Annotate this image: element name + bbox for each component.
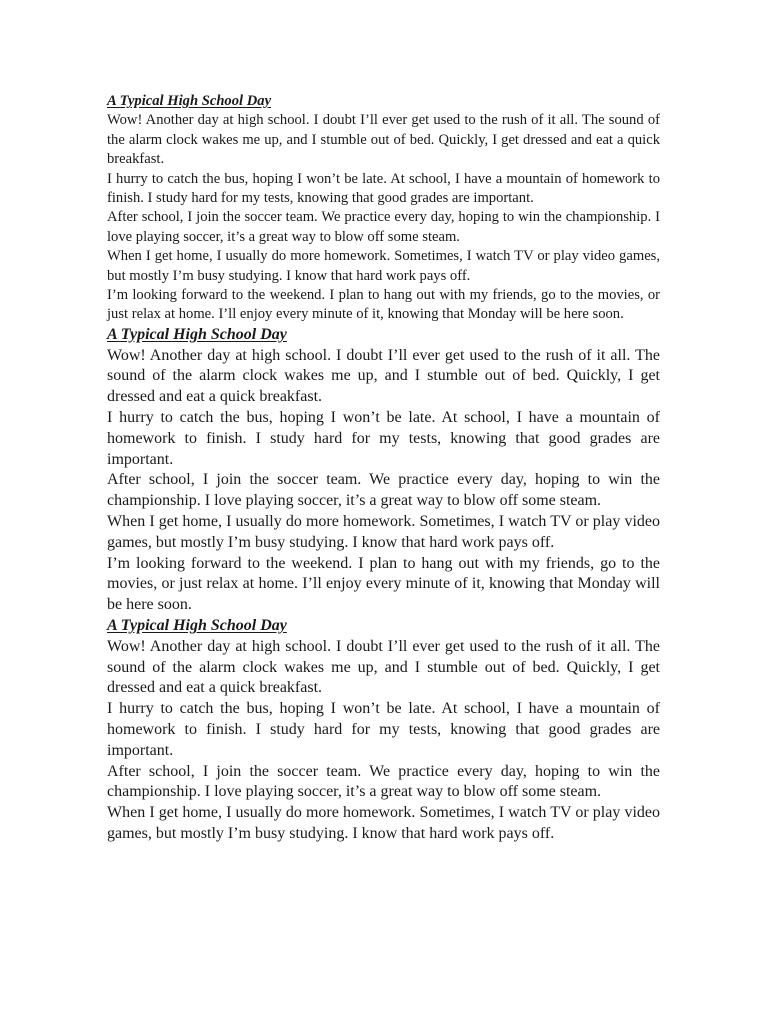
paragraph: Wow! Another day at high school. I doubt I’ll ever get used to the rush of it all. The sound of the alarm clock wakes me up, and I stumble out of bed. Quickly, I get dressed and eat a quick breakfast. — [107, 346, 660, 406]
paragraph: When I get home, I usually do more homework. Sometimes, I watch TV or play video games, but mostly I’m busy studying. I know that hard work pays off. — [107, 804, 660, 842]
paragraph: I hurry to catch the bus, hoping I won’t be late. At school, I have a mountain of homework to finish. I study hard for my tests, knowing that good grades are important. — [107, 700, 660, 759]
essay-title: A Typical High School Day — [107, 93, 272, 109]
essay-section-1 — [107, 92, 660, 325]
essay-title: A Typical High School Day — [107, 325, 287, 343]
essay-section-2 — [107, 325, 660, 616]
paragraph: Wow! Another day at high school. I doubt I’ll ever get used to the rush of it all. The sound of the alarm clock wakes me up, and I stumble out of bed. Quickly, I get dressed and eat a quick breakfast. — [107, 112, 660, 168]
paragraph: When I get home, I usually do more homework. Sometimes, I watch TV or play video games, but mostly I’m busy studying. I know that hard work pays off. — [107, 513, 660, 551]
paragraph: When I get home, I usually do more homework. Sometimes, I watch TV or play video games, but mostly I’m busy studying. I know that hard work pays off. — [107, 248, 660, 284]
paragraph: After school, I join the soccer team. We practice every day, hoping to win the championship. I love playing soccer, it’s a great way to blow off some steam. — [107, 471, 660, 510]
paragraph: After school, I join the soccer team. We practice every day, hoping to win the championship. I love playing soccer, it’s a great way to blow off some steam. — [107, 209, 660, 245]
paragraph: I’m looking forward to the weekend. I plan to hang out with my friends, go to the movies, or just relax at home. I’ll enjoy every minute of it, knowing that Monday will be here soon. — [107, 287, 660, 323]
document-page — [107, 92, 660, 845]
paragraph: I hurry to catch the bus, hoping I won’t be late. At school, I have a mountain of homework to finish. I study hard for my tests, knowing that good grades are important. — [107, 409, 660, 468]
paragraph: After school, I join the soccer team. We practice every day, hoping to win the championship. I love playing soccer, it’s a great way to blow off some steam. — [107, 762, 660, 801]
paragraph: I’m looking forward to the weekend. I plan to hang out with my friends, go to the movies, or just relax at home. I’ll enjoy every minute of it, knowing that Monday will be here soon. — [107, 554, 660, 614]
paragraph: I hurry to catch the bus, hoping I won’t be late. At school, I have a mountain of homework to finish. I study hard for my tests, knowing that good grades are important. — [107, 170, 660, 207]
essay-section-3 — [107, 616, 660, 845]
essay-title: A Typical High School Day — [107, 617, 287, 635]
paragraph: Wow! Another day at high school. I doubt I’ll ever get used to the rush of it all. The sound of the alarm clock wakes me up, and I stumble out of bed. Quickly, I get dressed and eat a quick breakfast. — [107, 637, 660, 697]
